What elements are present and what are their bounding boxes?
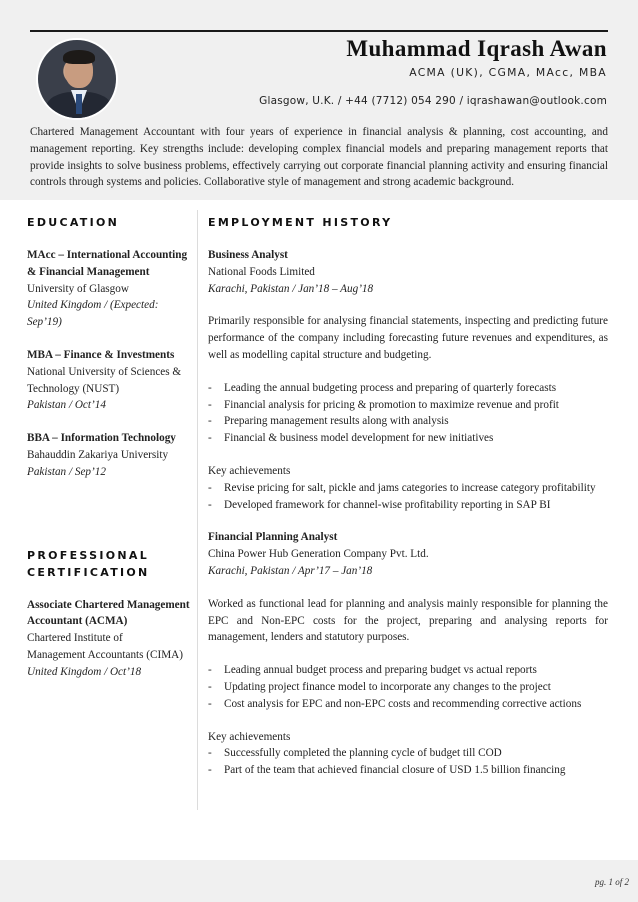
bullet-dash: - bbox=[208, 747, 212, 760]
bullet-dash: - bbox=[208, 398, 212, 411]
contact-line: Glasgow, U.K. / +44 (7712) 054 290 / iqrashawan@outlook.com bbox=[259, 95, 607, 107]
bullet-dash: - bbox=[208, 432, 212, 445]
job-title: Business Analyst bbox=[208, 249, 288, 261]
certification-section bbox=[27, 547, 195, 681]
job-meta: Karachi, Pakistan / Jan’18 – Aug’18 bbox=[208, 282, 374, 295]
job-entry bbox=[208, 529, 608, 779]
certification-heading: CERTIFICATION bbox=[27, 565, 150, 579]
certification-institution: Chartered Institute of bbox=[27, 632, 123, 645]
education-heading: EDUCATION bbox=[27, 216, 120, 229]
bullet-text: Leading the annual budgeting process and preparing of quarterly forecasts bbox=[224, 381, 557, 394]
list-item bbox=[208, 380, 608, 397]
institution: National University of Sciences & bbox=[27, 365, 182, 378]
bullet-text: Part of the team that achieved financial closure of USD 1.5 billion financing bbox=[224, 764, 566, 777]
institution: Technology (NUST) bbox=[27, 382, 120, 395]
bullet-text: Cost analysis for EPC and non-EPC costs and recommending corrective actions bbox=[224, 697, 582, 710]
education-meta: United Kingdom / (Expected: Sep’19) bbox=[27, 299, 159, 329]
certification-title: Associate Chartered Management bbox=[27, 598, 190, 611]
page-number: pg. 1 of 2 bbox=[594, 877, 629, 887]
profile-photo bbox=[36, 38, 118, 120]
employment-heading: EMPLOYMENT HISTORY bbox=[208, 216, 393, 229]
photo-tie bbox=[76, 94, 82, 114]
bullet-text: Financial & business model development for new initiatives bbox=[224, 432, 494, 445]
left-column bbox=[27, 214, 195, 681]
list-item bbox=[208, 762, 608, 779]
bullet-dash: - bbox=[208, 481, 212, 494]
achievements-label: Key achievements bbox=[208, 464, 291, 477]
list-item bbox=[208, 397, 608, 414]
list-item bbox=[208, 480, 608, 497]
education-meta: Pakistan / Oct’14 bbox=[27, 399, 106, 412]
job-bullets bbox=[208, 662, 608, 712]
institution: Bahauddin Zakariya University bbox=[27, 448, 169, 461]
list-item bbox=[208, 745, 608, 762]
top-rule bbox=[30, 30, 608, 32]
list-item bbox=[208, 662, 608, 679]
bullet-text: Successfully completed the planning cycle of budget till COD bbox=[224, 747, 502, 760]
job-company: National Foods Limited bbox=[208, 265, 315, 278]
bullet-text: Developed framework for channel-wise profitability reporting in SAP BI bbox=[224, 498, 551, 511]
bullet-text: Leading annual budget process and preparing budget vs actual reports bbox=[224, 664, 537, 677]
bullet-text: Revise pricing for salt, pickle and jams categories to increase category profitability bbox=[224, 481, 596, 494]
bullet-dash: - bbox=[208, 764, 212, 777]
job-company: China Power Hub Generation Company Pvt. Ltd. bbox=[208, 548, 429, 561]
institution: University of Glasgow bbox=[27, 282, 129, 295]
list-item bbox=[208, 497, 608, 514]
bullet-dash: - bbox=[208, 498, 212, 511]
list-item bbox=[208, 696, 608, 713]
job-description: Primarily responsible for analysing financial statements, inspecting and predicting future performance of the company including forecasting future revenues and expenditures, as well as modelling capital structure and budgeting. bbox=[208, 315, 608, 361]
bullet-dash: - bbox=[208, 697, 212, 710]
credentials: ACMA (UK), CGMA, MAcc, MBA bbox=[409, 66, 607, 79]
job-bullets bbox=[208, 380, 608, 447]
bullet-dash: - bbox=[208, 381, 212, 394]
degree-title: MAcc – International Accounting bbox=[27, 249, 188, 261]
education-item bbox=[27, 430, 195, 480]
bullet-text: Updating project finance model to incorporate any changes to the project bbox=[224, 680, 551, 693]
bullet-dash: - bbox=[208, 680, 212, 693]
job-title: Financial Planning Analyst bbox=[208, 531, 338, 544]
job-entry bbox=[208, 247, 608, 513]
certification-item bbox=[27, 597, 195, 681]
profile-summary: Chartered Management Accountant with four years of experience in financial analysis & planning, cost accounting, and management reporting. Key strengths include: developing complex financial models and preparing management reports that provide insights to solve business problems, effectively carrying out corporate financial planning activity and ensuring financial controls through systems and policies. Collaborative style of management and strong academic background. bbox=[30, 126, 608, 189]
candidate-name: Muhammad Iqrash Awan bbox=[346, 36, 607, 61]
bullet-text: Preparing management results along with analysis bbox=[224, 415, 449, 428]
bullet-dash: - bbox=[208, 415, 212, 428]
list-item bbox=[208, 413, 608, 430]
bullet-dash: - bbox=[208, 664, 212, 677]
degree-title: BBA – Information Technology bbox=[27, 432, 176, 445]
header-band bbox=[0, 0, 638, 200]
column-divider bbox=[197, 210, 198, 810]
job-description: Worked as functional lead for planning and analysis mainly responsible for planning the EPC and Non-EPC costs for the project, preparing and analysing reports for management, lenders and statutory purposes. bbox=[208, 597, 608, 644]
list-item bbox=[208, 430, 608, 447]
list-item bbox=[208, 679, 608, 696]
education-item bbox=[27, 347, 195, 414]
photo-hair bbox=[63, 50, 95, 64]
degree-title: MBA – Finance & Investments bbox=[27, 348, 175, 361]
achievements-label: Key achievements bbox=[208, 730, 291, 743]
education-meta: Pakistan / Sep’12 bbox=[27, 465, 106, 478]
certification-meta: United Kingdom / Oct’18 bbox=[27, 665, 142, 678]
degree-title: & Financial Management bbox=[27, 265, 150, 278]
certification-heading: PROFESSIONAL bbox=[27, 548, 150, 562]
job-meta: Karachi, Pakistan / Apr’17 – Jan’18 bbox=[208, 564, 373, 577]
footer-band bbox=[0, 860, 638, 902]
education-item bbox=[27, 247, 195, 331]
certification-title: Accountant (ACMA) bbox=[27, 615, 128, 628]
certification-institution: Management Accountants (CIMA) bbox=[27, 648, 183, 661]
right-column bbox=[208, 214, 608, 779]
bullet-text: Financial analysis for pricing & promotion to maximize revenue and profit bbox=[224, 398, 559, 411]
